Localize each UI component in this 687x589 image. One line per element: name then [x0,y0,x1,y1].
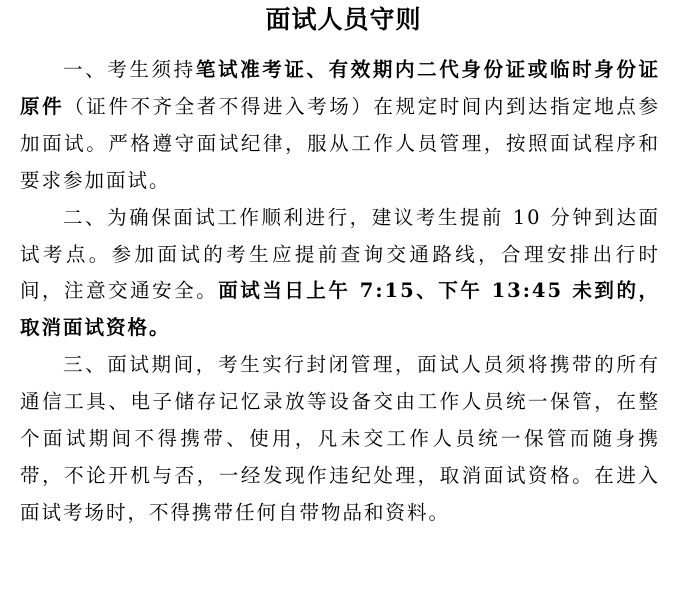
rule-paragraph-2 [20,200,660,348]
rule-paragraph-1 [20,52,660,200]
rule-1-required-documents: 笔试准考证、有效期内二代身份证或临时身份证原件 [20,58,660,118]
rule-2-deadline-warning: 面试当日上午 7:15、下午 13:45 未到的，取消面试资格。 [20,279,660,340]
rules-body [20,52,660,532]
rule-1-text-end: （证件不齐全者不得进入考场）在规定时间内到达指定地点参加面试。严格遵守面试纪律，服从工作人员管理，按照面试程序和要求参加面试。 [20,94,660,192]
rule-3-text: 三、面试期间，考生实行封闭管理，面试人员须将携带的所有通信工具、电子储存记忆录放等设备交由工作人员统一保管，在整个面试期间不得携带、使用，凡未交工作人员统一保管而随身携带，不论开机与否，一经发现作违纪处理，取消面试资格。在进入面试考场时，不得携带任何自带物品和资料。 [20,353,660,524]
document-title: 面试人员守则 [265,5,422,34]
rule-2-text: 二、为确保面试工作顺利进行，建议考生提前 10 分钟到达面试考点。参加面试的考生应提前查询交通路线，合理安排出行时间，注意交通安全。 [20,205,660,303]
rule-1-text-start: 一、考生须持 [63,58,196,81]
rule-paragraph-3 [20,347,660,532]
